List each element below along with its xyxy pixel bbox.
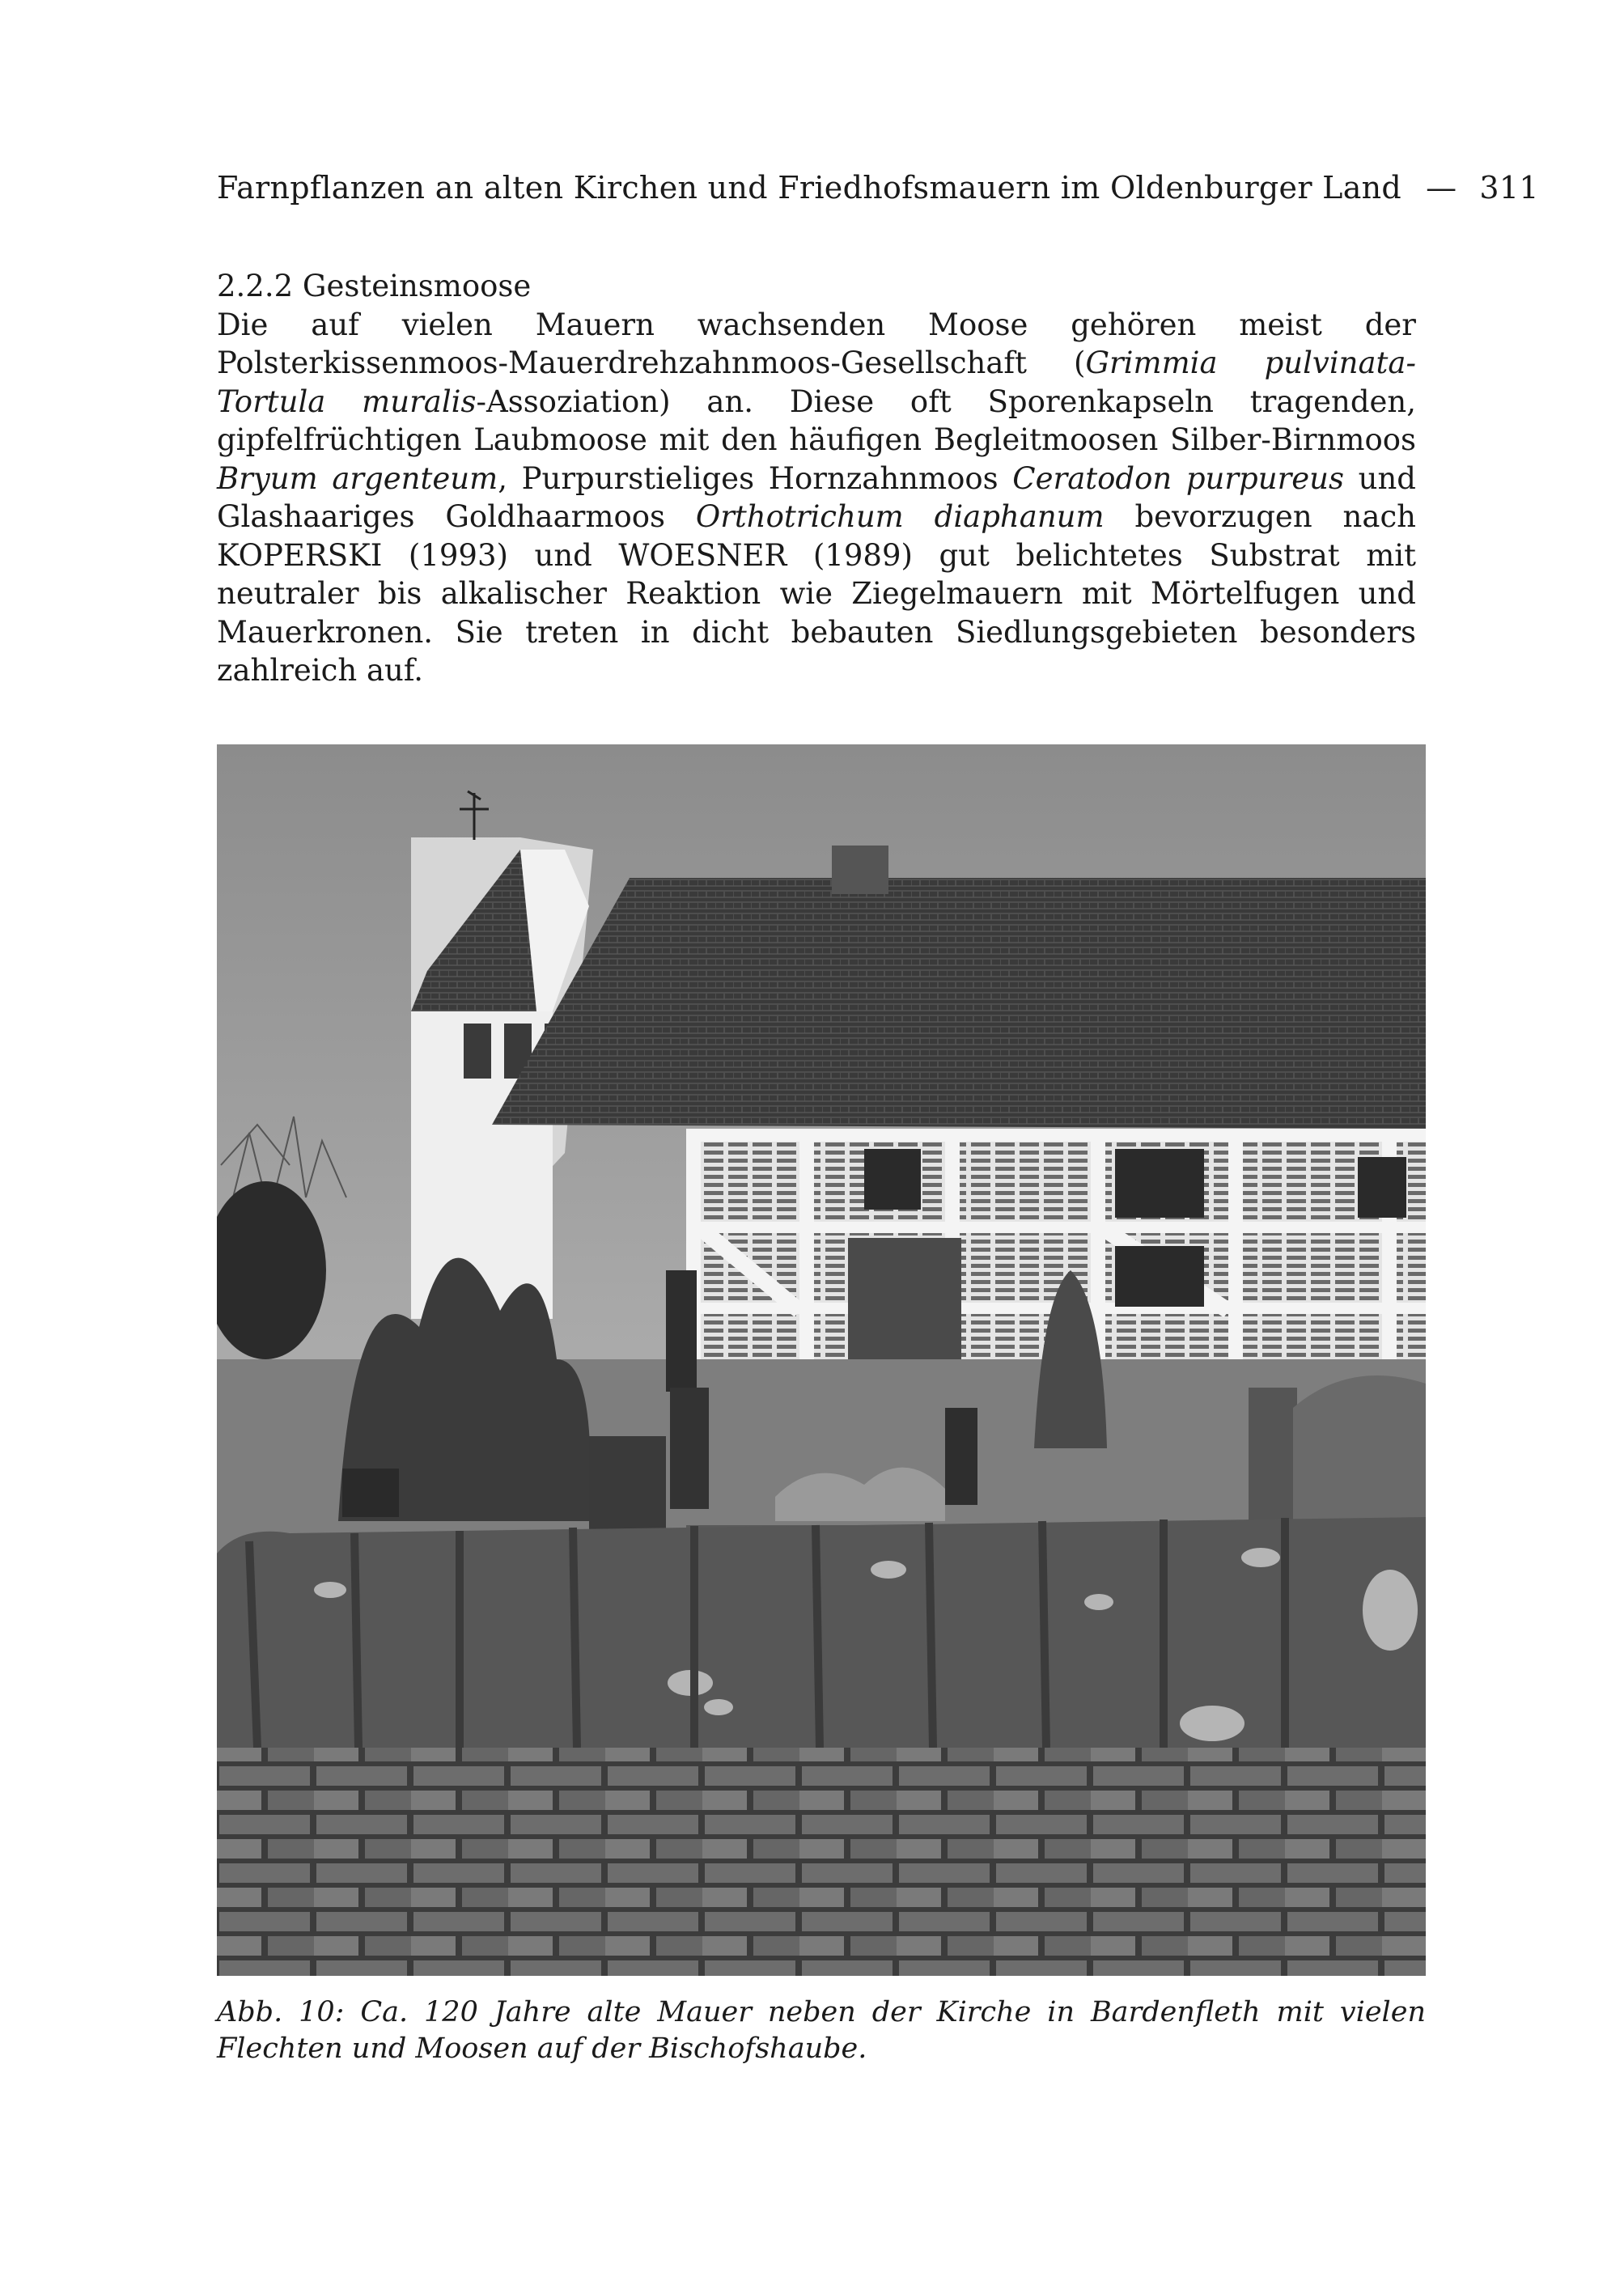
running-header: [217, 170, 1539, 206]
paragraph-text: bevorzugen nach KOPERSKI (1993) und WOESNER (1989) gut belichtetes Substrat mit neutraler bis alkalischer Reaktion wie Ziegelmauern mit Mörtelfugen und Mauerkronen. Sie treten in dicht bebauten Siedlungsgebieten besonders zahlreich auf.: [217, 499, 1416, 688]
species-name: Ceratodon purpureus: [1012, 460, 1344, 496]
section-heading: 2.2.2 Gesteinsmoose: [217, 269, 532, 303]
header-separator: —: [1426, 170, 1457, 206]
nave-roof: [492, 878, 1426, 1129]
figure-caption: Abb. 10: Ca. 120 Jahre alte Mauer neben der Kirche in Bardenfleth mit vielen Flechten und Moosen auf der Bischofshaube.: [217, 1996, 1426, 2065]
chimney: [832, 846, 888, 894]
church-photo: [217, 744, 1426, 1976]
paragraph-text: , Purpurstieliges Hornzahnmoos: [498, 460, 1013, 496]
page-number: 311: [1479, 170, 1539, 206]
species-name: Bryum argenteum: [217, 460, 498, 496]
paragraph-text: -Assoziation) an. Diese oft Sporenkapseln tragenden, gipfelfrüchtigen Laubmoose mit den häufigen Begleitmoosen Silber-Birnmoos: [217, 384, 1417, 457]
body-text: [217, 267, 1416, 690]
header-title: Farnpflanzen an alten Kirchen und Friedhofsmauern im Oldenburger Land: [217, 170, 1402, 206]
brick-wall: [217, 1748, 1426, 1976]
paragraph-text: und Glashaariges Goldhaarmoos: [217, 460, 1416, 534]
church-photo-drawing: [217, 744, 1426, 1976]
species-name: Grimmia pulvinata-Tortula muralis: [217, 345, 1416, 419]
paragraph-text: Die auf vielen Mauern wachsenden Moose gehören meist der Polsterkissenmoos-Mauerdrehzahnmoos-Gesellschaft (: [217, 307, 1416, 380]
species-name: Orthotrichum diaphanum: [695, 499, 1105, 534]
